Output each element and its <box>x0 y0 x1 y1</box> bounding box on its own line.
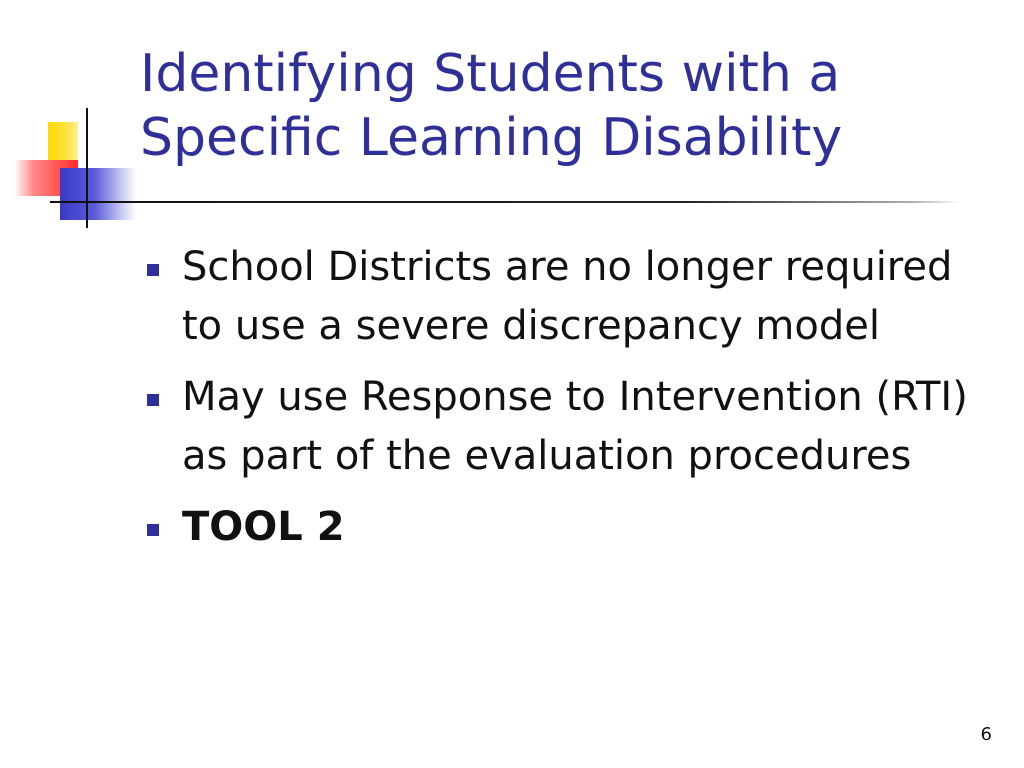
bullet-text: May use Response to Intervention (RTI) as part of the evaluation procedures <box>182 374 968 479</box>
blue-square <box>60 168 136 220</box>
decorative-logo <box>0 0 140 240</box>
bullet-square-icon <box>147 394 159 406</box>
bullet-item <box>142 498 992 557</box>
slide-title: Identifying Students with a Specific Learning Disability <box>140 44 843 168</box>
bullet-square-icon <box>147 264 159 276</box>
title-divider <box>50 201 960 203</box>
bullet-text: TOOL 2 <box>182 504 345 550</box>
bullet-item <box>142 238 992 356</box>
page-number: 6 <box>980 724 992 745</box>
bullet-square-icon <box>147 524 159 536</box>
yellow-square <box>48 122 78 164</box>
bullet-list <box>142 238 992 569</box>
bullet-item <box>142 368 992 486</box>
vertical-line <box>86 108 88 228</box>
bullet-text: School Districts are no longer required to use a severe discrepancy model <box>182 244 953 349</box>
